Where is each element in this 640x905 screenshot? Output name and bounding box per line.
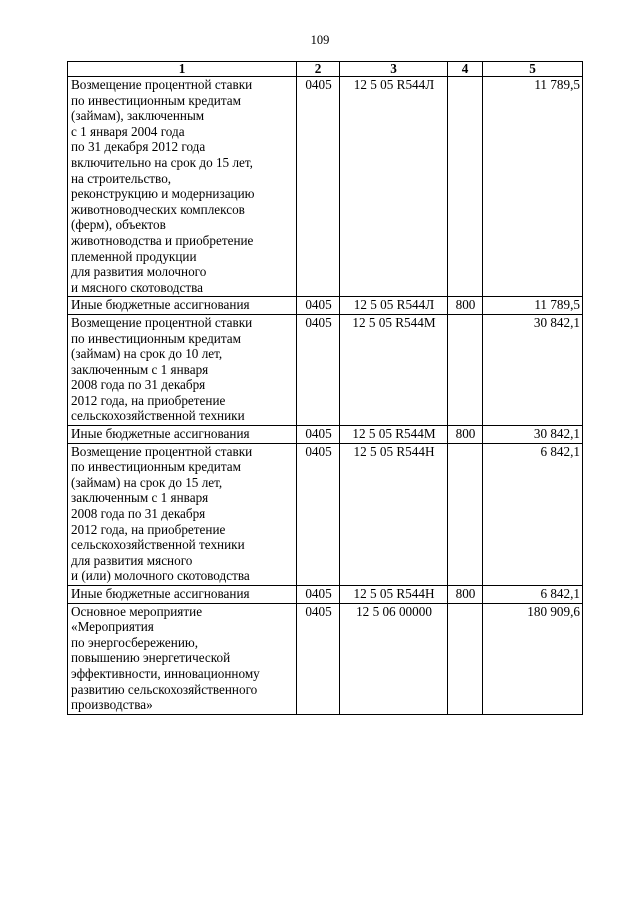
header-col-2: 2 (297, 62, 340, 77)
name-line: 2012 года, на приобретение (71, 521, 226, 537)
header-col-1: 1 (68, 62, 297, 77)
cell-code: 12 5 05 R544Л (340, 77, 448, 297)
name-line: «Мероприятия (71, 619, 154, 635)
name-line: и (или) молочного скотоводства (71, 568, 250, 584)
cell-sum: 11 789,5 (483, 77, 583, 297)
name-line: Иные бюджетные ассигнования (71, 586, 250, 601)
header-col-4: 4 (448, 62, 483, 77)
cell-sum: 180 909,6 (483, 603, 583, 714)
name-line: производства» (71, 697, 153, 713)
name-line: племенной продукции (71, 248, 197, 264)
cell-code: 12 5 05 R544Н (340, 586, 448, 604)
name-line: (займам) на срок до 10 лет, (71, 346, 223, 362)
cell-section: 0405 (297, 443, 340, 585)
cell-section: 0405 (297, 297, 340, 315)
name-line: Возмещение процентной ставки (71, 314, 253, 330)
page-number: 109 (310, 33, 330, 47)
cell-code: 12 5 05 R544М (340, 426, 448, 444)
table-row (68, 443, 583, 585)
name-line: по инвестиционным кредитам (71, 92, 241, 108)
name-line: для развития молочного (71, 264, 207, 280)
name-line: на строительство, (71, 170, 172, 186)
cell-name (68, 297, 297, 315)
name-line: Возмещение процентной ставки (71, 77, 253, 92)
budget-table (67, 61, 583, 715)
cell-sum: 11 789,5 (483, 297, 583, 315)
name-line: сельскохозяйственной техники (71, 408, 245, 424)
name-line: Возмещение процентной ставки (71, 443, 253, 459)
name-line: включительно на срок до 15 лет, (71, 154, 253, 170)
cell-section: 0405 (297, 314, 340, 425)
table-header-row (68, 62, 583, 77)
name-line: эффективности, инновационному (71, 665, 260, 681)
name-line: по инвестиционным кредитам (71, 330, 241, 346)
cell-code: 12 5 05 R544М (340, 314, 448, 425)
name-line: реконструкцию и модернизацию (71, 186, 255, 202)
name-line: (ферм), объектов (71, 217, 166, 233)
cell-sum: 6 842,1 (483, 443, 583, 585)
cell-name (68, 443, 297, 585)
cell-expense-type: 800 (448, 426, 483, 444)
cell-code: 12 5 05 R544Н (340, 443, 448, 585)
name-line: (займам), заключенным (71, 108, 205, 124)
cell-name (68, 77, 297, 297)
cell-section: 0405 (297, 586, 340, 604)
cell-expense-type (448, 603, 483, 714)
cell-section: 0405 (297, 77, 340, 297)
name-line: Иные бюджетные ассигнования (71, 426, 250, 442)
name-line: по 31 декабря 2012 года (71, 139, 206, 155)
name-line: животноводческих комплексов (71, 201, 245, 217)
cell-name (68, 603, 297, 714)
name-line: сельскохозяйственной техники (71, 537, 245, 553)
cell-expense-type: 800 (448, 297, 483, 315)
name-line: 2008 года по 31 декабря (71, 377, 206, 393)
cell-sum: 30 842,1 (483, 426, 583, 444)
name-line: по энергосбережению, (71, 634, 199, 650)
cell-name (68, 586, 297, 604)
header-col-5: 5 (483, 62, 583, 77)
name-line: для развития мясного (71, 552, 193, 568)
name-line: 2012 года, на приобретение (71, 392, 226, 408)
cell-sum: 30 842,1 (483, 314, 583, 425)
name-line: развитию сельскохозяйственного (71, 681, 258, 697)
name-line: по инвестиционным кредитам (71, 459, 241, 475)
cell-expense-type (448, 77, 483, 297)
name-line: с 1 января 2004 года (71, 123, 185, 139)
table-row (68, 297, 583, 315)
name-line: повышению энергетической (71, 650, 231, 666)
table-row (68, 426, 583, 444)
cell-section: 0405 (297, 603, 340, 714)
cell-expense-type: 800 (448, 586, 483, 604)
name-line: Иные бюджетные ассигнования (71, 297, 250, 313)
name-line: животноводства и приобретение (71, 232, 254, 248)
cell-code: 12 5 05 R544Л (340, 297, 448, 315)
cell-section: 0405 (297, 426, 340, 444)
cell-name (68, 314, 297, 425)
name-line: 2008 года по 31 декабря (71, 506, 206, 522)
table-row (68, 77, 583, 297)
cell-sum: 6 842,1 (483, 586, 583, 604)
cell-code: 12 5 06 00000 (340, 603, 448, 714)
table-row (68, 603, 583, 714)
table-row (68, 314, 583, 425)
table-body (68, 77, 583, 715)
name-line: Основное мероприятие (71, 603, 203, 619)
cell-expense-type (448, 314, 483, 425)
name-line: заключенным с 1 января (71, 490, 209, 506)
header-col-3: 3 (340, 62, 448, 77)
name-line: заключенным с 1 января (71, 361, 209, 377)
name-line: и мясного скотоводства (71, 279, 204, 295)
cell-expense-type (448, 443, 483, 585)
name-line: (займам) на срок до 15 лет, (71, 474, 223, 490)
cell-name (68, 426, 297, 444)
table-row (68, 586, 583, 604)
